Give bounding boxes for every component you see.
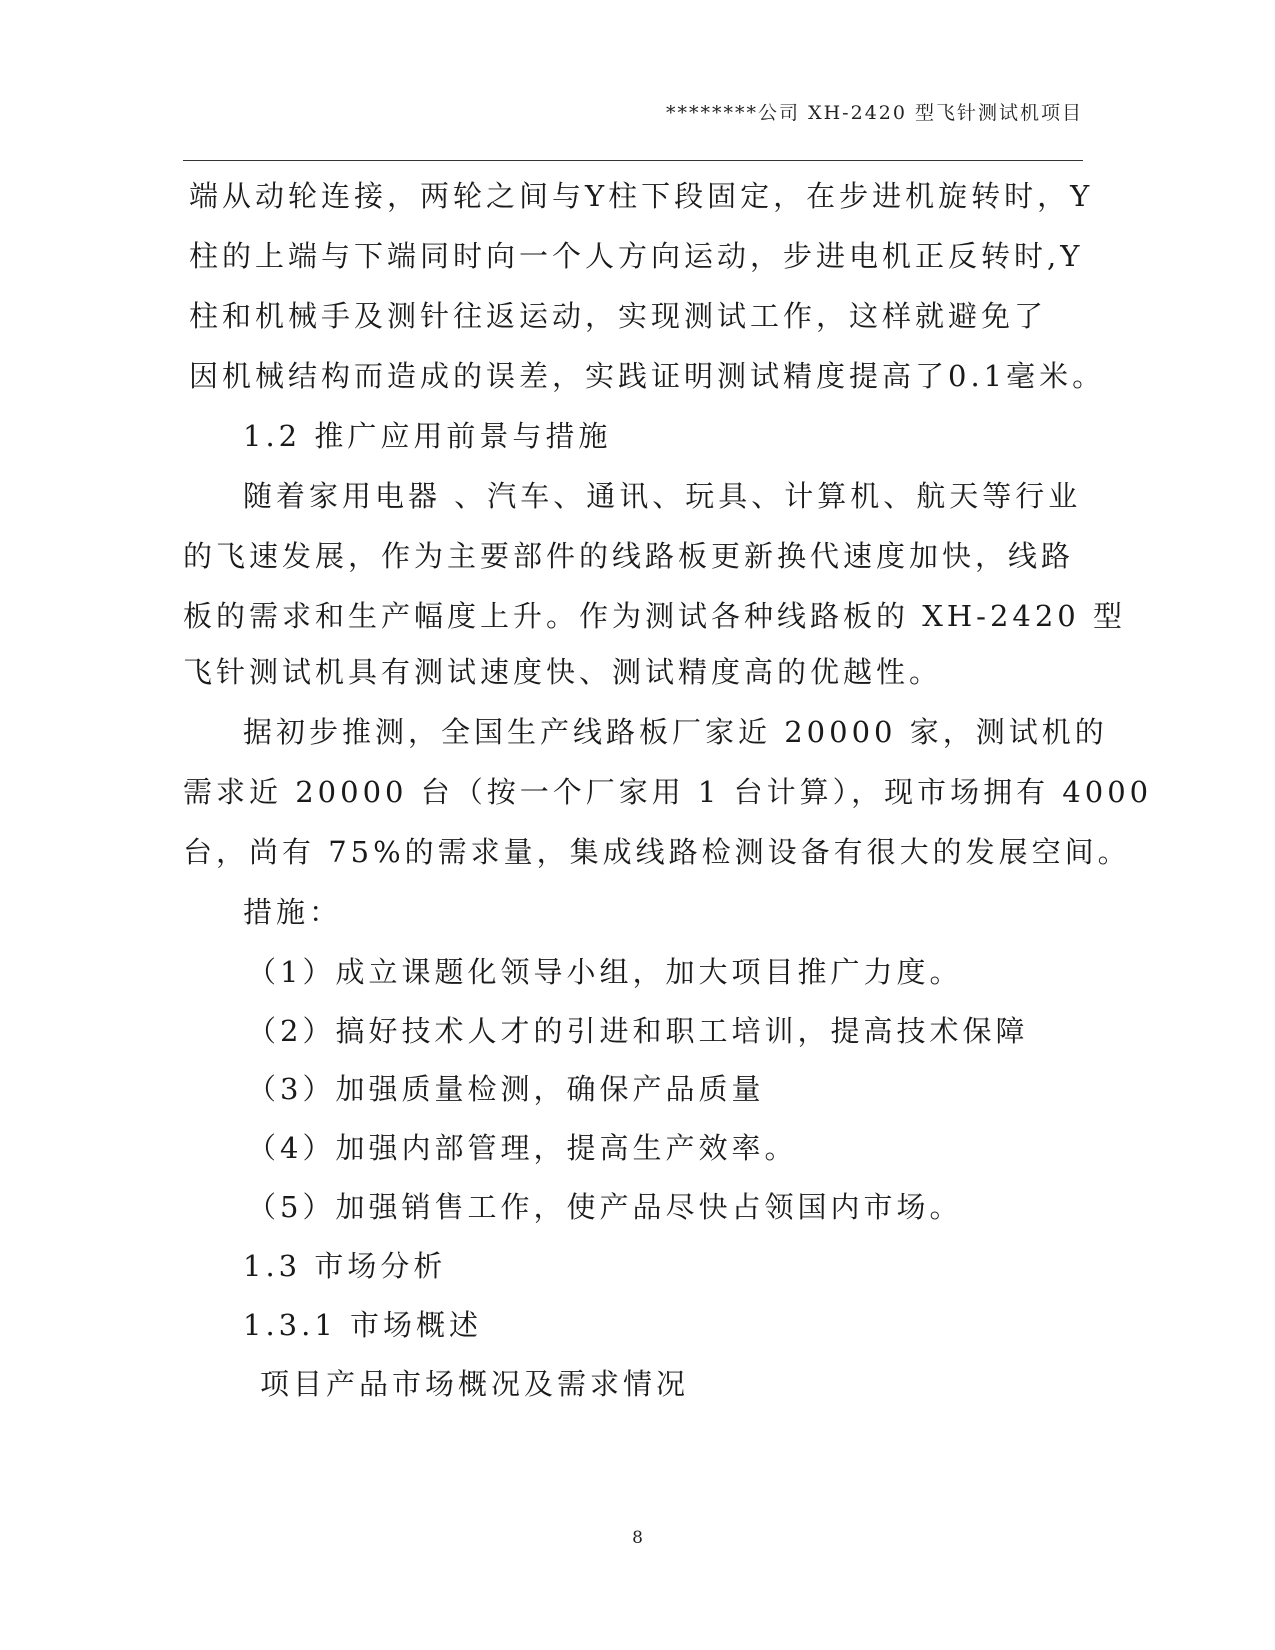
header-divider [183,160,1083,161]
section-heading-1-3: 1.3 市场分析 [243,1249,447,1283]
running-header: ********公司 XH-2420 型飞针测试机项目 [666,102,1083,124]
body-line: 的飞速发展，作为主要部件的线路板更新换代速度加快，线路 [183,539,1075,573]
body-line: 飞针测试机具有测试速度快、测试精度高的优越性。 [183,655,943,689]
body-line: 板的需求和生产幅度上升。作为测试各种线路板的 XH-2420 型 [183,599,1126,633]
measure-item: （1）成立课题化领导小组，加大项目推广力度。 [247,955,963,989]
body-line: 据初步推测，全国生产线路板厂家近 20000 家，测试机的 [243,715,1108,749]
body-line: 项目产品市场概况及需求情况 [260,1367,690,1401]
measures-label: 措施： [243,895,343,929]
body-line: 柱的上端与下端同时向一个人方向运动，步进电机正反转时,Y [189,239,1084,273]
measure-item: （3）加强质量检测，确保产品质量 [247,1072,765,1106]
body-line: 因机械结构而造成的误差，实践证明测试精度提高了0.1毫米。 [189,359,1106,393]
page-number: 8 [632,1528,643,1548]
section-heading-1-3-1: 1.3.1 市场概述 [243,1308,483,1342]
body-line: 端从动轮连接，两轮之间与Y柱下段固定，在步进机旋转时，Y [189,179,1094,213]
measure-item: （4）加强内部管理，提高生产效率。 [247,1131,798,1165]
body-line: 台，尚有 75%的需求量，集成线路检测设备有很大的发展空间。 [183,835,1131,869]
body-line: 柱和机械手及测针往返运动，实现测试工作，这样就避免了 [189,299,1048,333]
section-heading-1-2: 1.2 推广应用前景与措施 [243,419,612,453]
measure-item: （2）搞好技术人才的引进和职工培训，提高技术保障 [247,1014,1029,1048]
body-line: 需求近 20000 台（按一个厂家用 1 台计算），现市场拥有 4000 [183,775,1153,809]
body-line: 随着家用电器 、汽车、通讯、玩具、计算机、航天等行业 [243,479,1082,513]
measure-item: （5）加强销售工作，使产品尽快占领国内市场。 [247,1190,963,1224]
